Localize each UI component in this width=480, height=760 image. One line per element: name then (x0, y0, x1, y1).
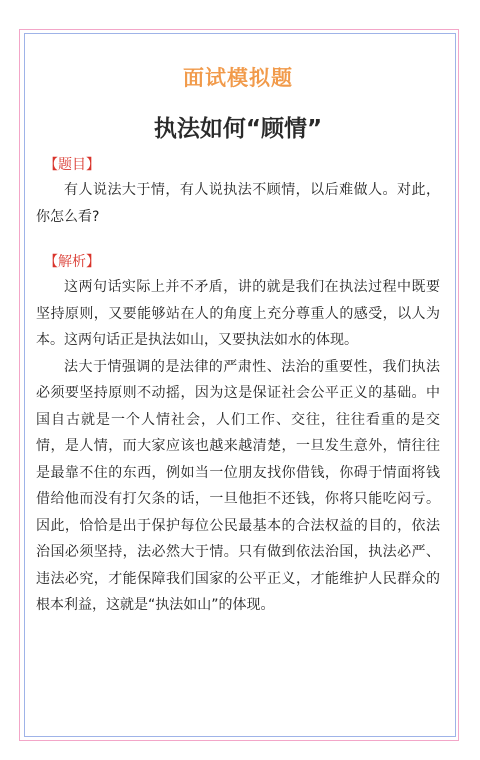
question-label: 【题目】 (44, 157, 100, 173)
question-text: 有人说法大于情，有人说执法不顾情，以后难做人。对此，你怎么看? (36, 182, 440, 225)
document-header: 面试模拟题 (183, 66, 293, 90)
document-title: 执法如何“顾情” (153, 116, 323, 142)
analysis-label: 【解析】 (44, 254, 100, 270)
analysis-paragraph-1: 这两句话实际上并不矛盾，讲的就是我们在执法过程中既要坚持原则，又要能够站在人的角度上充分尊重人的感受，以人为本。这两句话正是执法如山，又要执法如水的体现。 (36, 279, 440, 348)
analysis-paragraph-2: 法大于情强调的是法律的严肃性、法治的重要性，我们执法必须要坚持原则不动摇，因为这是保证社会公平正义的基础。中国自古就是一个人情社会，人们工作、交往，往往看重的是交情，是人情，而大家应该也越来越清楚，一旦发生意外，情往往是最靠不住的东西，例如当一位朋友找你借钱，你碍于情面将钱借给他而没有打欠条的话，一旦他拒不还钱，你将只能吃闷亏。因此，恰恰是出于保护每位公民最基本的合法权益的目的，依法治国必须坚持，法必然大于情。只有做到依法治国，执法必严、违法必究，才能保障我们国家的公平正义，才能维护人民群众的根本利益，这就是“执法如山”的体现。 (36, 358, 440, 613)
document-body (36, 40, 440, 619)
